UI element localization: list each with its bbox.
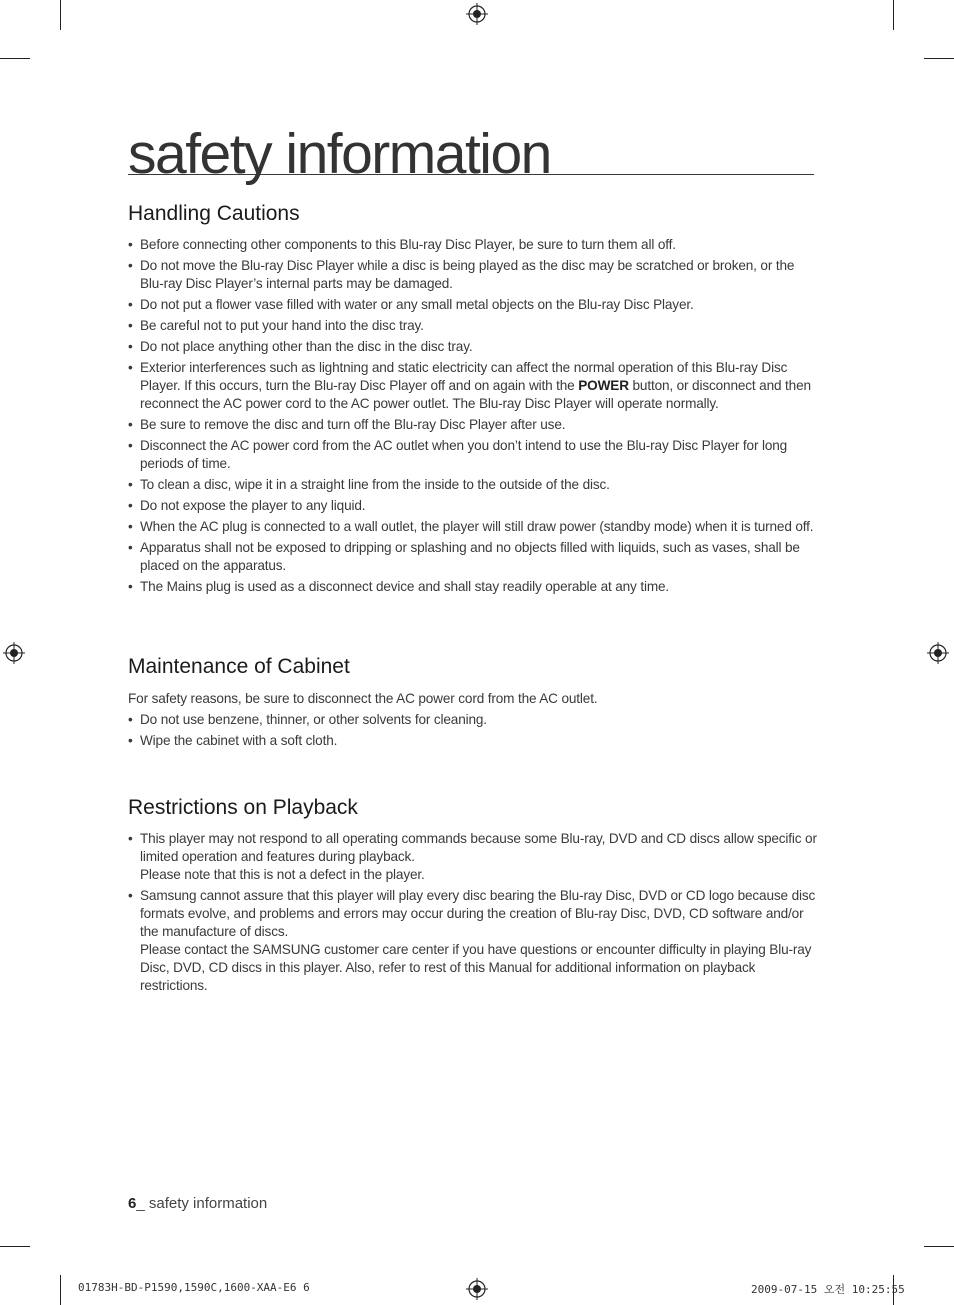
section-restrictions-on-playback bbox=[128, 795, 818, 998]
page-number: 6 bbox=[128, 1195, 137, 1212]
page-title bbox=[128, 120, 814, 186]
list-item bbox=[128, 830, 818, 884]
power-keyword: POWER bbox=[578, 378, 629, 393]
page-footer bbox=[128, 1195, 267, 1212]
list-item: • Be careful not to put your hand into the disc tray. bbox=[128, 317, 818, 335]
list-item-text: button, or disconnect and then reconnect the AC power cord to the AC power outlet. The Blu-ray Disc Player will operate normally. bbox=[140, 378, 811, 411]
list-item: • The Mains plug is used as a disconnect device and shall stay readily operable at any time. bbox=[128, 578, 818, 596]
section-handling-cautions bbox=[128, 201, 818, 599]
crop-mark bbox=[893, 0, 894, 30]
list-item: • Before connecting other components to this Blu-ray Disc Player, be sure to turn them all off. bbox=[128, 236, 818, 254]
list-item: • Do not put a flower vase filled with water or any small metal objects on the Blu-ray Disc Player. bbox=[128, 296, 818, 314]
crop-mark bbox=[0, 1246, 30, 1247]
crop-mark bbox=[60, 0, 61, 30]
list-item: • Apparatus shall not be exposed to dripping or splashing and no objects filled with liquids, such as vases, shall be placed on the apparatus. bbox=[128, 539, 818, 575]
list-item-text: Exterior interferences such as lightning and static electricity can affect the normal operation of this Blu-ray Disc Player. If this occurs, turn the Blu-ray Disc Player off and on again with the bbox=[140, 360, 788, 393]
registration-mark-icon bbox=[927, 642, 949, 664]
crop-mark bbox=[0, 58, 30, 59]
registration-mark-icon bbox=[466, 1278, 488, 1300]
list-item-text: This player may not respond to all operating commands because some Blu-ray, DVD and CD discs allow specific or limited operation and features during playback. bbox=[140, 831, 817, 864]
list-item: • When the AC plug is connected to a wall outlet, the player will still draw power (standby mode) when it is turned off. bbox=[128, 518, 818, 536]
restrictions-list bbox=[128, 830, 818, 995]
list-item: • Disconnect the AC power cord from the AC outlet when you don’t intend to use the Blu-ray Disc Player for long periods of time. bbox=[128, 437, 818, 473]
list-item: • Wipe the cabinet with a soft cloth. bbox=[128, 732, 818, 750]
crop-mark bbox=[60, 1275, 61, 1305]
list-item: • To clean a disc, wipe it in a straight line from the inside to the outside of the disc. bbox=[128, 476, 818, 494]
section-maintenance-of-cabinet bbox=[128, 654, 818, 753]
list-item-note: Please note that this is not a defect in the player. bbox=[140, 867, 425, 882]
list-item: • Do not use benzene, thinner, or other solvents for cleaning. bbox=[128, 711, 818, 729]
maintenance-list bbox=[128, 711, 818, 750]
section-heading: Restrictions on Playback bbox=[128, 796, 358, 819]
print-timestamp: 2009-07-15 오전 10:25:55 bbox=[751, 1283, 905, 1296]
crop-mark bbox=[924, 58, 954, 59]
crop-mark bbox=[924, 1246, 954, 1247]
handling-list bbox=[128, 236, 818, 596]
page-footer-label: _ safety information bbox=[136, 1195, 268, 1212]
section-heading: Handling Cautions bbox=[128, 202, 300, 225]
list-item: • Do not place anything other than the disc in the disc tray. bbox=[128, 338, 818, 356]
list-item-note: Please contact the SAMSUNG customer care center if you have questions or encounter difficulty in playing Blu-ray Disc, DVD, CD discs in this player. Also, refer to rest of this Manual for additional information on playback restrictions. bbox=[140, 942, 812, 993]
section-heading: Maintenance of Cabinet bbox=[128, 655, 350, 678]
page-title-text: safety information bbox=[128, 122, 551, 186]
registration-mark-icon bbox=[3, 642, 25, 664]
list-item-text: Samsung cannot assure that this player will play every disc bearing the Blu-ray Disc, DVD or CD logo because disc formats evolve, and problems and errors may occur during the creation of Blu-ray Disc, DVD, CD software and/or the manufacture of discs. bbox=[140, 888, 816, 939]
list-item: • Do not expose the player to any liquid. bbox=[128, 497, 818, 515]
list-item bbox=[128, 359, 818, 413]
list-item: • Be sure to remove the disc and turn off the Blu-ray Disc Player after use. bbox=[128, 416, 818, 434]
registration-mark-icon bbox=[466, 3, 488, 25]
section-intro: For safety reasons, be sure to disconnect the AC power cord from the AC outlet. bbox=[128, 691, 598, 706]
print-job-info: 01783H-BD-P1590,1590C,1600-XAA-E6 6 bbox=[78, 1281, 310, 1294]
list-item bbox=[128, 887, 818, 995]
list-item: • Do not move the Blu-ray Disc Player while a disc is being played as the disc may be scratched or broken, or the Blu-ray Disc Player’s internal parts may be damaged. bbox=[128, 257, 818, 293]
